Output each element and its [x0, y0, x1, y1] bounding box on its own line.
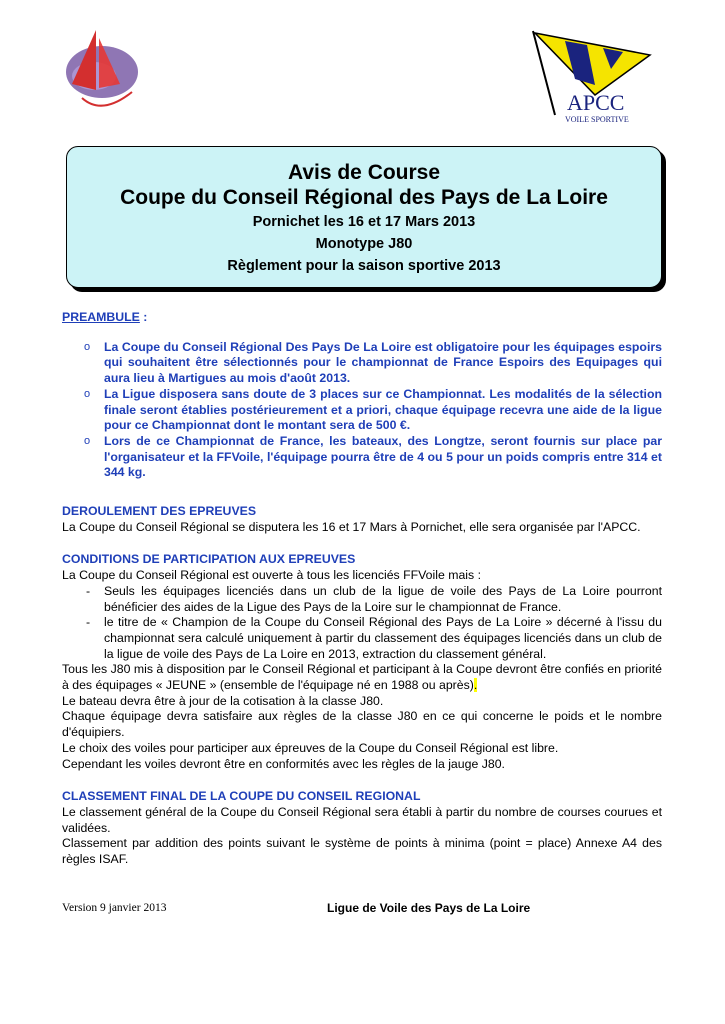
preambule-list [62, 340, 662, 481]
classement-text-1: Le classement général de la Coupe du Conseil Régional sera établi à partir du nombre de courses courues et validées. [62, 804, 662, 835]
title-box [66, 146, 662, 288]
classement-text-2: Classement par addition des points suivant le système de points à minima (point = place) Annexe A4 des règles ISAF. [62, 836, 662, 867]
conditions-section [62, 552, 662, 772]
list-item: o La Coupe du Conseil Régional Des Pays De La Loire est obligatoire pour les équipages espoirs qui souhaitent être sélectionnés pour le championnat de France Espoirs des Equipages qui aura lieu à Martigues au mois d'août 2013. [84, 339, 662, 386]
list-item: - le titre de « Champion de la Coupe du Conseil Régional des Pays de La Loire » décerné à l'issu du championnat sera calculé uniquement à partir du classement des équipages licenciés dans un club de la ligue de voile des Pays de La Loire en 2013, extraction du classement général. [86, 615, 662, 661]
list-item: o Lors de ce Championnat de France, les bateaux, des Longtze, seront fournis sur place par l'organisateur et la FFVoile, l'équipage pourra être de 4 ou 5 pour un poids compris entre 314 et 344 kg. [84, 433, 662, 480]
classement-section [62, 789, 662, 868]
deroulement-section [62, 504, 662, 535]
conditions-voiles: Le choix des voiles pour participer aux épreuves de la Coupe du Conseil Régional est libre. [62, 740, 559, 755]
preambule-heading: PREAMBULE : [62, 310, 148, 324]
title-line-1: Avis de Course [287, 161, 441, 184]
svg-text:APCC: APCC [567, 90, 625, 115]
apcc-logo [525, 25, 655, 123]
ligue-logo [52, 20, 152, 115]
bullet-icon: o [84, 434, 91, 447]
subtitle-location: Pornichet les 16 et 17 Mars 2013 [252, 214, 476, 230]
subtitle-class: Monotype J80 [315, 236, 413, 252]
conditions-cotisation: Le bateau devra être à jour de la cotisation à la classe J80. [62, 693, 384, 708]
list-item: o La Ligue disposera sans doute de 3 places sur ce Championnat. Les modalités de la sélection finale seront établies postérieurement et a priori, chaque équipage recevra une aide de la ligue pour ce Championnat dont le montant sera de 500 €. [84, 386, 662, 433]
classement-heading: CLASSEMENT FINAL DE LA COUPE DU CONSEIL REGIONAL [62, 789, 421, 804]
svg-text:VOILE SPORTIVE: VOILE SPORTIVE [565, 115, 629, 123]
conditions-poids: Chaque équipage devra satisfaire aux règles de la classe J80 en ce qui concerne le poids et le nombre d'équipiers. [62, 709, 662, 740]
conditions-jeune: Tous les J80 mis à disposition par le Conseil Régional et participant à la Coupe devront être confiés en priorité à des équipages « JEUNE » (ensemble de l'équipage né en 1988 ou après). [62, 662, 662, 693]
bullet-icon: o [84, 387, 91, 400]
title-line-2: Coupe du Conseil Régional des Pays de La Loire [120, 186, 608, 209]
document-body [62, 310, 662, 868]
deroulement-text: La Coupe du Conseil Régional se disputera les 16 et 17 Mars à Pornichet, elle sera organisée par l'APCC. [62, 519, 641, 534]
deroulement-heading: DEROULEMENT DES EPREUVES [62, 504, 257, 519]
footer-version: Version 9 janvier 2013 [62, 902, 167, 914]
conditions-jauge: Cependant les voiles devront être en conformités avec les règles de la jauge J80. [62, 756, 505, 771]
footer-organization: Ligue de Voile des Pays de La Loire [327, 901, 531, 915]
subtitle-season: Règlement pour la saison sportive 2013 [227, 258, 501, 274]
conditions-heading: CONDITIONS DE PARTICIPATION AUX EPREUVES [62, 552, 356, 567]
bullet-icon: o [84, 340, 91, 353]
list-item: - Seuls les équipages licenciés dans un club de la ligue de voile des Pays de La Loire pourront bénéficier des aides de la Ligue des Pays de la Loire sur le championnat de France. [86, 583, 662, 614]
conditions-intro: La Coupe du Conseil Régional est ouverte à tous les licenciés FFVoile mais : [62, 568, 482, 583]
